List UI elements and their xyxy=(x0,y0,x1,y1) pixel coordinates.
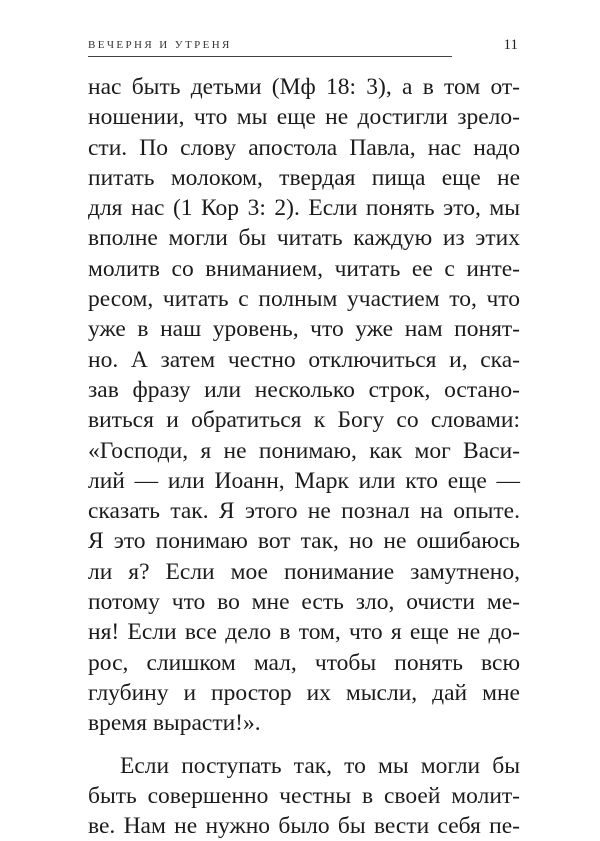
text-line: ве. Нам не нужно было бы вести себя пе- xyxy=(88,813,520,840)
text-line: ли я? Если мое понимание замутнено, xyxy=(88,558,520,585)
running-title: ВЕЧЕРНЯ И УТРЕНЯ xyxy=(88,39,232,51)
text-line: «Господи, я не понимаю, как мог Васи- xyxy=(88,437,520,464)
text-line: ношении, что мы еще не достигли зрело- xyxy=(88,104,520,131)
text-line: рос, слишком мал, чтобы понять всю xyxy=(88,649,520,676)
text-line: Я это понимаю вот так, но не ошибаюсь xyxy=(88,528,520,555)
text-line: молитв со вниманием, читать ее с инте- xyxy=(88,255,520,282)
text-line: виться и обратиться к Богу со словами: xyxy=(88,407,520,434)
text-line: ня! Если все дело в том, что я еще не до- xyxy=(88,619,520,646)
text-line: потому что во мне есть зло, очисти ме- xyxy=(88,589,520,616)
text-line: нас быть детьми (Мф 18: 3), а в том от- xyxy=(88,74,520,100)
paragraph-gap xyxy=(88,739,520,751)
text-line: Если поступать так, то мы могли бы xyxy=(120,752,520,779)
text-line: вполне могли бы читать каждую из этих xyxy=(88,225,520,252)
header-rule xyxy=(88,56,452,57)
text-line: лий — или Иоанн, Марк или кто еще — xyxy=(88,467,520,494)
text-line: время вырасти!». xyxy=(88,710,261,737)
text-line: глубину и простор их мысли, дай мне xyxy=(88,679,520,706)
text-line: быть совершенно честны в своей молит- xyxy=(88,782,520,809)
text-line: уже в наш уровень, что уже нам понят- xyxy=(88,316,520,343)
text-line: ресом, читать с полным участием то, что xyxy=(88,286,520,313)
text-line: но. А затем честно отключиться и, ска- xyxy=(88,346,520,373)
text-line: сказать так. Я этого не познал на опыте. xyxy=(88,498,520,525)
text-line: зав фразу или несколько строк, остано- xyxy=(88,376,520,403)
paragraph-1 xyxy=(88,72,520,739)
paragraph-2 xyxy=(88,751,520,841)
text-line: сти. По слову апостола Павла, нас надо xyxy=(88,134,520,161)
text-line: для нас (1 Кор 3: 2). Если понять это, мы xyxy=(88,195,520,222)
running-head xyxy=(88,37,518,59)
page-body xyxy=(88,72,520,841)
text-line: питать молоком, твердая пища еще не xyxy=(88,164,520,191)
page-number: 11 xyxy=(503,37,518,53)
